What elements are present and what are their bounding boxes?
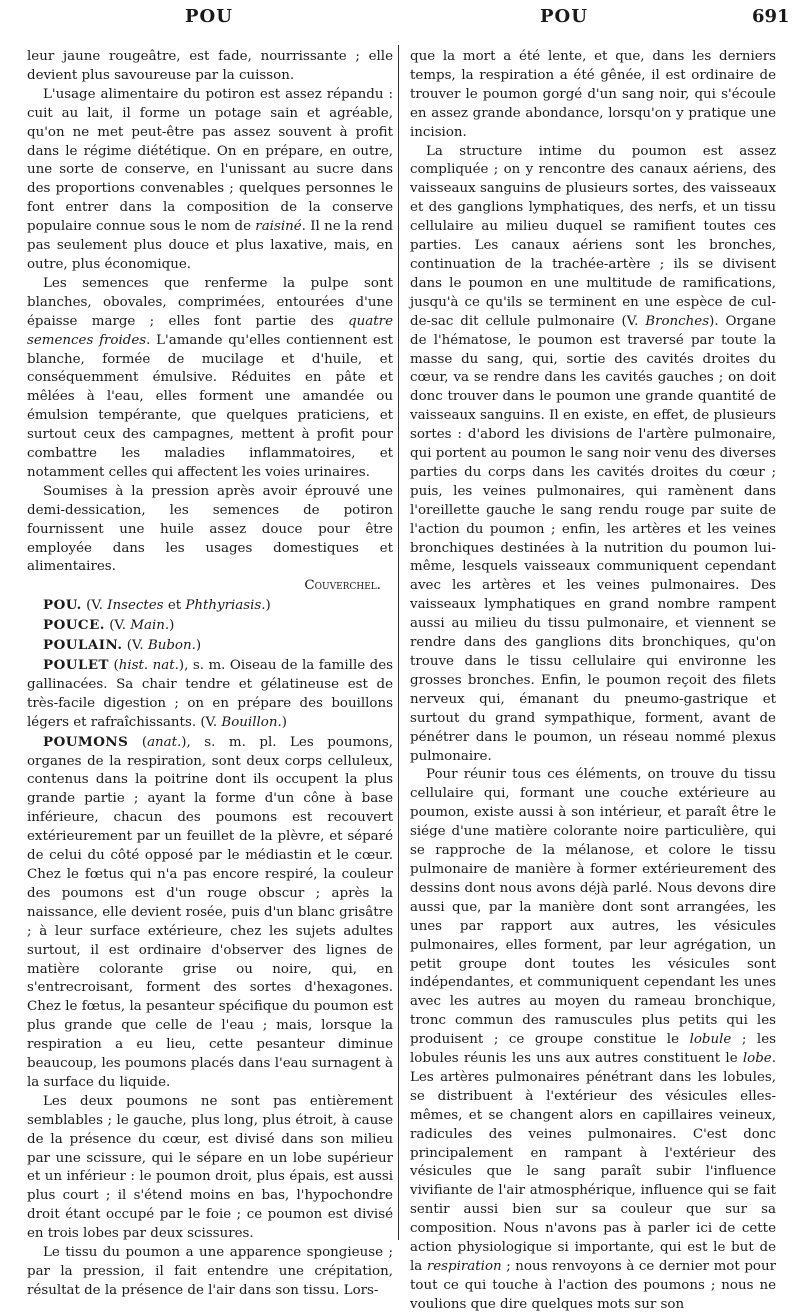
entry-poumons: POUMONS (anat.), s. m. pl. Les poumons, organes de la respiration, sont deux corps celluleux, contenus dans la poitrine dont ils occupent la plus grande partie ; ayant la forme d'un cône à base inférieure, chacun des poumons est recouvert extérieurement par un feuillet de la plèvre, et séparé de celui du côté opposé par le médiastin et le cœur. Chez le fœtus qui n'a pas encore respiré, la couleur des poumons est d'un rouge obscur ; après la naissance, elle devient rosée, puis d'un blanc grisâtre ; à leur surface extérieure, chez les sujets adultes surtout, il est ordinaire d'observer des lignes de matière colorante grise ou noire, qui, en s'entrecroisant, forment des sortes d'hexagones. Chez le fœtus, la pesanteur spécifique du poumon est plus grande que celle de l'eau ; mais, lorsque la respiration a eu lieu, cette pesanteur diminue beaucoup, les poumons placés dans l'eau surnagent à la surface du liquide. <box>27 733 394 1090</box>
paragraph: Les deux poumons ne sont pas entièrement semblables ; le gauche, plus long, plus étroit, à cause de la présence du cœur, est divisé dans son milieu par une scissure, qui le sépare en un lobe supérieur et un inférieur : le poumon droit, plus épais, est aussi plus court ; il s'étend moins en bas, l'hypochondre droit étant occupé par le foie ; ce poumon est divisé en trois lobes par deux scissures. <box>27 1093 393 1242</box>
author-signature: Couverchel. <box>304 578 381 594</box>
paragraph: que la mort a été lente, et que, dans les derniers temps, la respiration a été gênée, il est ordinaire de trouver le poumon gorgé d'un sang noir, qui s'écoule en assez grande abondance, lorsqu'on y pratique une incision. <box>410 49 776 140</box>
entry-poulet: POULET (hist. nat.), s. m. Oiseau de la famille des gallinacées. Sa chair tendre et gélatineuse est de très-facile digestion ; on en prépare des bouillons légers et rafraîchissants. (V. Bouillon.) <box>27 657 394 730</box>
page-header <box>0 6 800 36</box>
entry-pouce: POUCE. (V. Main.) <box>43 617 175 634</box>
left-column <box>27 48 393 1301</box>
page-number: 691 <box>752 6 790 27</box>
paragraph: La structure intime du poumon est assez compliquée ; on y rencontre des canaux aériens, des vaisseaux sanguins de plusieurs sortes, des vaisseaux et des ganglions lymphatiques, des nerfs, et un tissu cellulaire au milieu duquel se ramifient toutes ces parties. Les canaux aériens sont les bronches, continuation de la trachée-artère ; ils se divisent dans le poumon en une multitude de ramifications, jusqu'à ce qu'ils se terminent en une espèce de cul-de-sac dit cellule pulmonaire (V. Bronches). Organe de l'hématose, le poumon est traversé par toute la masse du sang, qui, sortie des cavités droites du cœur, va se rendre dans les cavités gauches ; on doit donc trouver dans le poumon une grande quantité de vaisseaux sanguins. Il en existe, en effet, de plusieurs sortes : d'abord les divisions de l'artère pulmonaire, qui portent au poumon le sang noir venu des diverses parties du corps dans les cavités droites du cœur ; puis, les veines pulmonaires, qui ramènent dans l'oreillette gauche le sang rendu rouge par suite de l'action du poumon ; enfin, les artères et les veines bronchiques destinées à la nutrition du poumon lui-même, lesquels vaisseaux communiquent cependant avec les artères et les veines pulmonaires. Des vaisseaux lymphatiques en grand nombre rampent aussi au milieu du tissu pulmonaire, et viennent se rendre dans des ganglions dits bronchiques, qu'on trouve dans le tissu cellulaire qui environne les grosses bronches. Enfin, le poumon reçoit des filets nerveux qui, émanant du pneumo-gastrique et surtout du grand sympathique, forment, avant de pénétrer dans le poumon, un réseau nommé plexus pulmonaire. <box>410 143 776 764</box>
paragraph: Le tissu du poumon a une apparence spongieuse ; par la pression, il fait entendre une crépitation, résultat de la présence de l'air dans son tissu. Lors- <box>27 1245 393 1298</box>
paragraph: Pour réunir tous ces éléments, on trouve du tissu cellulaire qui, formant une couche extérieure au poumon, existe aussi à son intérieur, et paraît être le siége d'une matière colorante noire particulière, qui se rapproche de la mélanose, et colore le tissu pulmonaire de manière à former extérieurement des dessins dont nous avons déjà parlé. Nous devons dire aussi que, par la manière dont sont arrangées, les unes par rapport aux autres, les vésicules pulmonaires, elles forment, par leur agrégation, un petit groupe dont toutes les vésicules sont indépendantes, et communiquent cependant les unes avec les autres au moyen du rameau bronchique, tronc commun des ramuscules plus petits qui les produisent ; ce groupe constitue le lobule ; les lobules réunis les uns aux autres constituent le lobe. Les artères pulmonaires pénétrant dans les lobules, se distribuent à l'extérieur des vésicules elles-mêmes, et se changent alors en capillaires veineux, radicules des veines pulmonaires. C'est donc principalement en rampant à l'extérieur des vésicules que le sang paraît subir l'influence vivifiante de l'air atmosphérique, influence qui se fait sentir aussi bien sur sa couleur que sur sa composition. Nous n'avons pas à parler ici de cette action physiologique si importante, qui est le but de la respiration ; nous renvoyons à ce dernier mot pour tout ce qui touche à l'action des poumons ; nous ne voulions que dire quelques mots sur son <box>410 767 776 1312</box>
paragraph: leur jaune rougeâtre, est fade, nourrissante ; elle devient plus savoureuse par la cuisson. <box>27 49 393 83</box>
column-rule <box>398 45 399 1240</box>
entry-poulain: POULAIN. (V. Bubon.) <box>43 637 202 654</box>
paragraph: Les semences que renferme la pulpe sont blanches, obovales, comprimées, entourées d'une épaisse marge ; elles font partie des quatre semences froides. L'amande qu'elles contiennent est blanche, formée de mucilage et d'huile, et conséquemment émulsive. Réduites en pâte et mêlées à l'eau, elles forment une amandée ou émulsion tempérante, que quelques praticiens, et surtout ceux des campagnes, mettent à profit pour combattre les maladies inflammatoires, et notamment celles qui affectent les voies urinaires. <box>27 275 394 480</box>
entry-pou: POU. (V. Insectes et Phthyriasis.) <box>43 597 271 614</box>
right-column <box>410 48 776 1315</box>
running-head-left: POU <box>185 6 233 27</box>
paragraph: Soumises à la pression après avoir éprouvé une demi-dessication, les semences de potiron fournissent une huile assez douce pour être employée dans les usages domestiques et alimentaires. <box>27 483 393 575</box>
paragraph: L'usage alimentaire du potiron est assez répandu : cuit au lait, il forme un potage sain et agréable, qu'on ne met peut-être pas assez souvent à profit dans le régime diététique. On en prépare, en outre, une sorte de conserve, en l'unissant au sucre dans des proportions convenables ; quelques personnes le font entrer dans la composition de la conserve populaire connue sous le nom de raisiné. Il ne la rend pas seulement plus douce et plus laxative, mais, en outre, plus économique. <box>27 86 393 272</box>
running-head-right: POU <box>540 6 588 27</box>
